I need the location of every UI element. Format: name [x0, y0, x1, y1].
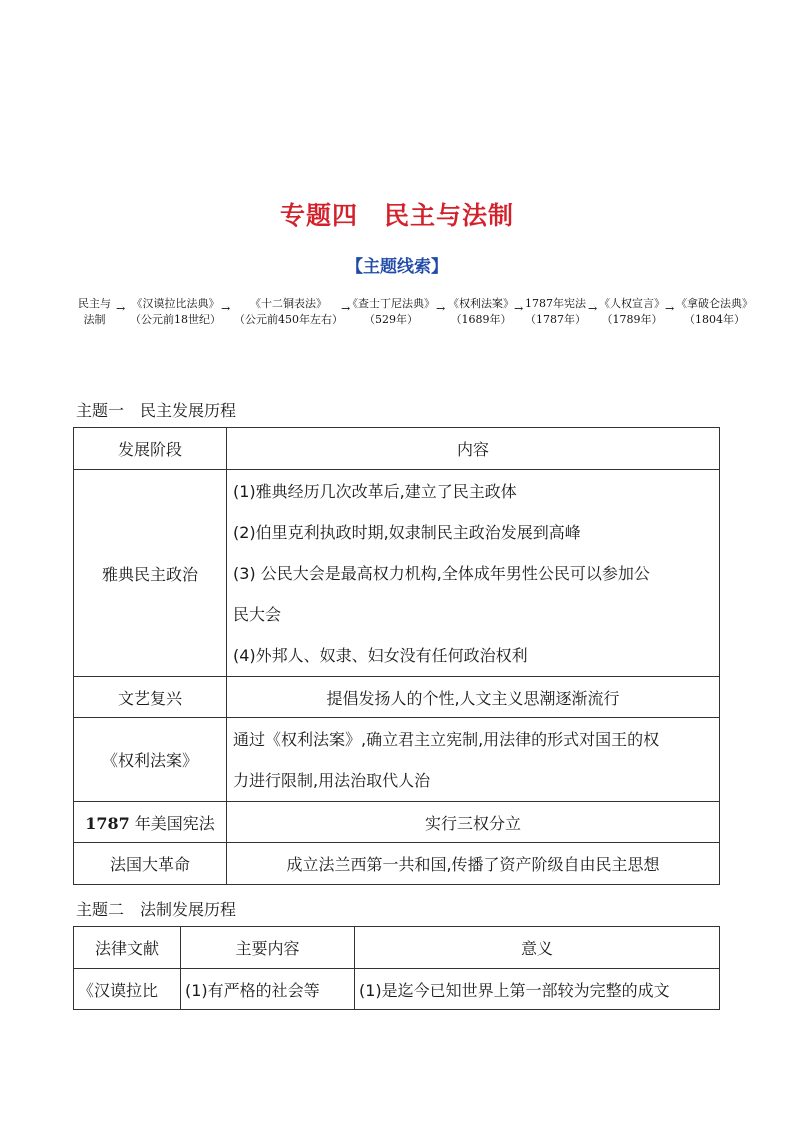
- table-header-row: [74, 927, 720, 969]
- democracy-table: [73, 427, 720, 885]
- arrow-icon: →: [514, 302, 524, 315]
- table-row: [74, 677, 720, 718]
- section-subtitle: 【主题线索】: [346, 257, 448, 277]
- stage-cell: 法国大革命: [74, 843, 227, 885]
- arrow-icon: →: [588, 302, 598, 315]
- column-header: 意义: [355, 927, 720, 969]
- timeline-item: 民主与 法制: [78, 297, 111, 326]
- law-document-cell: 《汉谟拉比: [74, 969, 181, 1010]
- content-cell: (1)雅典经历几次改革后,建立了民主政体 (2)伯里克利执政时期,奴隶制民主政治发展到高峰 (3) 公民大会是最高权力机构,全体成年男性公民可以参加公 民大会 (4)外邦人、奴隶、妇女没有任何政治权利: [227, 470, 720, 677]
- stage-cell: 雅典民主政治: [74, 470, 227, 677]
- timeline-item: 《汉谟拉比法典》 （公元前18世纪）: [130, 297, 221, 326]
- column-header: 主要内容: [181, 927, 355, 969]
- arrow-icon: →: [665, 302, 675, 315]
- theme-timeline: [78, 296, 758, 332]
- stage-cell: 《权利法案》: [74, 718, 227, 802]
- arrow-icon: →: [436, 302, 446, 315]
- timeline-item: 1787年宪法 （1787年）: [525, 297, 586, 326]
- content-cell: 提倡发扬人的个性,人文主义思潮逐渐流行: [227, 677, 720, 718]
- title-part-2: 民主与法制: [384, 201, 515, 230]
- timeline-item: 《人权宣言》 （1789年）: [599, 297, 665, 326]
- significance-cell: (1)是迄今已知世界上第一部较为完整的成文: [355, 969, 720, 1010]
- content-cell: 成立法兰西第一共和国,传播了资产阶级自由民主思想: [227, 843, 720, 885]
- table-row: [74, 843, 720, 885]
- topic2-label: 主题二 法制发展历程: [76, 900, 237, 919]
- column-header: 发展阶段: [74, 428, 227, 470]
- timeline-item: 《拿破仑法典》 （1804年）: [676, 297, 753, 326]
- column-header: 内容: [227, 428, 720, 470]
- stage-cell: 文艺复兴: [74, 677, 227, 718]
- timeline-item: 《十二铜表法》 （公元前450年左右）: [234, 297, 343, 326]
- table-row: [74, 718, 720, 802]
- content-cell: 通过《权利法案》,确立君主立宪制,用法律的形式对国王的权 力进行限制,用法治取代人治: [227, 718, 720, 802]
- column-header: 法律文献: [74, 927, 181, 969]
- topic1-label: 主题一 民主发展历程: [76, 401, 237, 420]
- legal-history-table: [73, 926, 720, 1010]
- table-header-row: [74, 428, 720, 470]
- arrow-icon: →: [116, 302, 126, 315]
- content-cell: 实行三权分立: [227, 802, 720, 843]
- timeline-item: 《权利法案》 （1689年）: [448, 297, 514, 326]
- main-content-cell: (1)有严格的社会等: [181, 969, 355, 1010]
- page-title: [0, 196, 794, 232]
- title-part-1: 专题四: [279, 201, 358, 230]
- table-row: [74, 802, 720, 843]
- timeline-item: 《查士丁尼法典》 （529年）: [347, 297, 435, 326]
- arrow-icon: →: [221, 302, 231, 315]
- stage-cell: 1787 年美国宪法: [74, 802, 227, 843]
- arrow-icon: →: [341, 302, 351, 315]
- table-row: [74, 969, 720, 1010]
- table-row: [74, 470, 720, 677]
